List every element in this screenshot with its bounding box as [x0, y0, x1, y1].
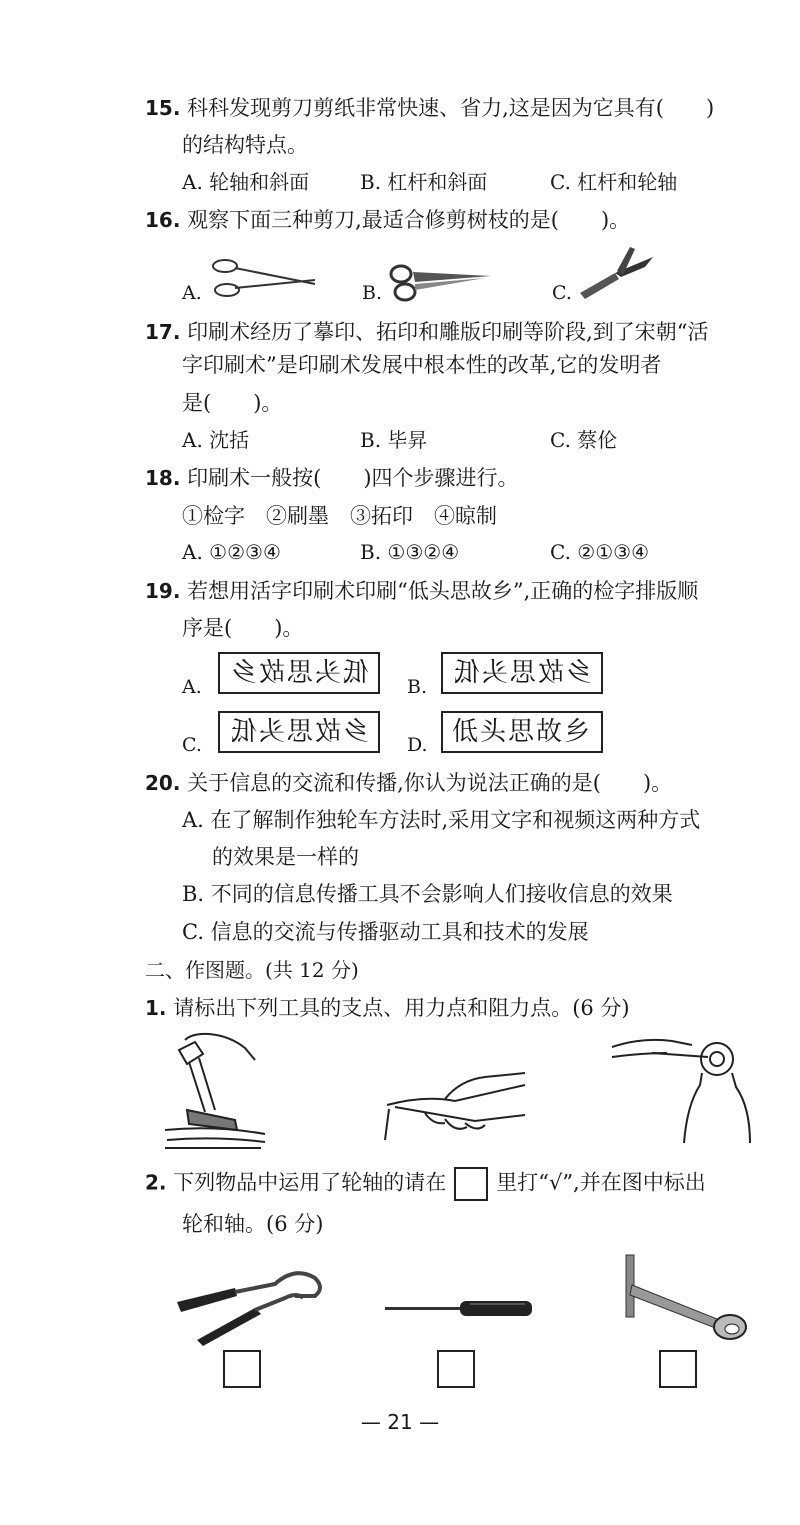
q19-number: 19. — [145, 579, 181, 603]
q19-label-c[interactable]: C. — [182, 734, 202, 756]
screwdriver-figure — [385, 1296, 535, 1321]
q18-steps: ①检字 ②刷墨 ③拓印 ④晾制 — [182, 504, 497, 528]
q17-stem-3: 是( )。 — [182, 391, 283, 415]
q20-number: 20. — [145, 771, 181, 795]
socket-wrench-checkbox[interactable] — [659, 1350, 697, 1388]
q20-option-b[interactable]: B. 不同的信息传播工具不会影响人们接收信息的效果 — [182, 882, 673, 906]
q19-box-c-text: 乡故思头低 — [228, 717, 369, 747]
q20-stem-1: 关于信息的交流和传播,你认为说法正确的是( )。 — [187, 771, 673, 795]
d2-stem-2: 轮和轴。(6 分) — [182, 1212, 324, 1236]
socket-wrench-figure — [622, 1255, 752, 1345]
hammer-figure — [165, 1030, 270, 1150]
q17-option-a[interactable]: A. 沈括 — [182, 428, 250, 452]
q15-option-b[interactable]: B. 杠杆和斜面 — [360, 170, 488, 194]
q19-label-b[interactable]: B. — [407, 676, 428, 698]
q15-option-a[interactable]: A. 轮轴和斜面 — [182, 170, 310, 194]
q18-number: 18. — [145, 466, 181, 490]
q19-box-b — [441, 652, 603, 694]
page-number: — 21 — — [360, 1410, 440, 1434]
q19-label-a[interactable]: A. — [182, 676, 202, 698]
q16-number: 16. — [145, 208, 181, 232]
nutcracker-checkbox[interactable] — [223, 1350, 261, 1388]
q19-box-d-text: 低头思故乡 — [451, 717, 592, 747]
q17-option-c[interactable]: C. 蔡伦 — [550, 428, 618, 452]
d1-number: 1. — [145, 996, 167, 1020]
q15-stem-1: 科科发现剪刀剪纸非常快速、省力,这是因为它具有( ) — [187, 96, 715, 120]
bottle-opener-figure — [612, 1035, 752, 1145]
q16-line1 — [145, 206, 630, 234]
q20-option-a[interactable]: A. 在了解制作独轮车方法时,采用文字和视频这两种方式 — [182, 808, 701, 832]
q19-box-d — [441, 711, 603, 753]
d2-line1 — [145, 1167, 706, 1201]
q16-label-a[interactable]: A. — [182, 282, 202, 304]
q17-number: 17. — [145, 320, 181, 344]
q18-stem-1: 印刷术一般按( )四个步骤进行。 — [187, 466, 519, 490]
q20-option-c[interactable]: C. 信息的交流与传播驱动工具和技术的发展 — [182, 920, 589, 944]
scissors-a-figure — [205, 252, 320, 302]
q19-line1 — [145, 577, 698, 605]
q18-line1 — [145, 464, 519, 492]
d1-stem: 请标出下列工具的支点、用力点和阻力点。(6 分) — [173, 996, 630, 1020]
q15-stem-2: 的结构特点。 — [182, 133, 308, 157]
q19-label-d[interactable]: D. — [407, 734, 428, 756]
q15-option-c[interactable]: C. 杠杆和轮轴 — [550, 170, 678, 194]
q16-label-c[interactable]: C. — [552, 282, 572, 304]
section-2-title: 二、作图题。(共 12 分) — [145, 958, 359, 982]
d2-number: 2. — [145, 1170, 167, 1195]
d2-stem-before: 下列物品中运用了轮轴的请在 — [173, 1170, 447, 1195]
hand-tool-figure — [385, 1065, 530, 1140]
nutcracker-figure — [175, 1262, 330, 1347]
q19-box-c — [218, 711, 380, 753]
q19-box-b-text: 乡故思头低 — [451, 658, 592, 688]
q17-line1 — [145, 318, 709, 346]
example-checkbox — [454, 1167, 488, 1201]
q15-number: 15. — [145, 96, 181, 120]
q20-option-a-cont: 的效果是一样的 — [212, 845, 359, 869]
q20-line1 — [145, 769, 672, 797]
q16-label-b[interactable]: B. — [362, 282, 383, 304]
q17-stem-1: 印刷术经历了摹印、拓印和雕版印刷等阶段,到了宋朝“活 — [187, 320, 709, 344]
q17-option-b[interactable]: B. 毕昇 — [360, 428, 428, 452]
q17-stem-2: 字印刷术”是印刷术发展中根本性的改革,它的发明者 — [182, 353, 662, 377]
q19-box-a-text: 低头思故乡 — [228, 658, 369, 688]
q19-stem-2: 序是( )。 — [182, 616, 304, 640]
q18-option-a[interactable]: A. ①②③④ — [182, 540, 281, 564]
screwdriver-checkbox[interactable] — [437, 1350, 475, 1388]
d1-line1 — [145, 994, 630, 1022]
q19-box-a — [218, 652, 380, 694]
q18-option-b[interactable]: B. ①③②④ — [360, 540, 460, 564]
q16-stem-1: 观察下面三种剪刀,最适合修剪树枝的是( )。 — [187, 208, 631, 232]
q15-line1 — [145, 94, 714, 122]
pruning-shears-figure — [575, 245, 660, 300]
scissors-b-figure — [385, 262, 495, 302]
q19-stem-1: 若想用活字印刷术印刷“低头思故乡”,正确的检字排版顺 — [187, 579, 699, 603]
d2-stem-after: 里打“√”,并在图中标出 — [496, 1170, 706, 1195]
q18-option-c[interactable]: C. ②①③④ — [550, 540, 650, 564]
